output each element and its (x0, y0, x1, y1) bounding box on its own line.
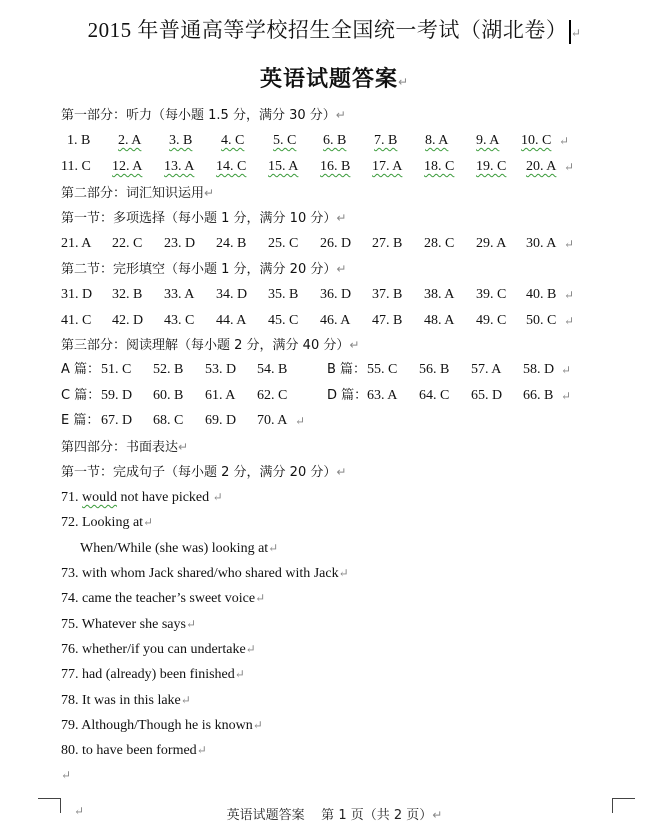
sentence-answer: 74. came the teacher’s sweet voice↵ (61, 591, 266, 606)
answer-item: 9. A (476, 133, 500, 148)
passage-label: D 篇： (327, 388, 368, 403)
answer-item: 62. C (257, 388, 288, 403)
paragraph-mark-icon: ↵ (397, 75, 410, 89)
document-subtitle: 英语试题答案↵ (259, 67, 410, 92)
answer-item: 50. C (526, 313, 557, 328)
answer-item: 65. D (471, 388, 503, 403)
answer-item: 35. B (268, 287, 299, 302)
answer-item: 68. C (153, 413, 184, 428)
answer-item: 69. D (205, 413, 237, 428)
paragraph-mark-icon: ↵ (559, 134, 570, 148)
answer-item: 45. C (268, 313, 299, 328)
answer-item: 23. D (164, 236, 196, 251)
answer-item: 27. B (372, 236, 403, 251)
sentence-answer: 79. Although/Though he is known↵ (61, 718, 263, 733)
section-heading-cloze: 第二节：完形填空（每小题 1 分，满分 20 分）↵ (61, 262, 347, 277)
answer-item: 57. A (471, 362, 502, 377)
section-heading-listening: 第一部分：听力（每小题 1.5 分，满分 30 分）↵ (61, 108, 346, 123)
sentence-answer: 72. Looking at↵ (61, 515, 154, 530)
answer-item: 64. C (419, 388, 450, 403)
paragraph-mark-icon: ↵ (561, 363, 572, 377)
answer-item: 55. C (367, 362, 398, 377)
passage-label: C 篇： (61, 388, 101, 403)
passage-label: B 篇： (327, 362, 367, 377)
sentence-answer: 78. It was in this lake↵ (61, 693, 191, 708)
answer-item: 25. C (268, 236, 299, 251)
answer-item: 29. A (476, 236, 507, 251)
answer-item: 63. A (367, 388, 398, 403)
answer-item: 39. C (476, 287, 507, 302)
empty-paragraph: ↵ (61, 768, 72, 782)
answer-item: 13. A (164, 159, 195, 174)
paragraph-mark-icon: ↵ (564, 237, 575, 251)
answer-item: 4. C (221, 133, 245, 148)
answer-item: 7. B (374, 133, 398, 148)
answer-item: 8. A (425, 133, 449, 148)
sentence-answer: When/While (she was) looking at↵ (80, 541, 279, 556)
answer-item: 10. C (521, 133, 552, 148)
answer-item: 21. A (61, 236, 92, 251)
answer-item: 34. D (216, 287, 248, 302)
section-heading-vocabulary: 第二部分：词汇知识运用↵ (61, 186, 215, 201)
answer-item: 3. B (169, 133, 193, 148)
answer-item: 38. A (424, 287, 455, 302)
answer-item: 12. A (112, 159, 143, 174)
paragraph-mark-icon: ↵ (564, 314, 575, 328)
answer-item: 31. D (61, 287, 93, 302)
paragraph-mark-icon: ↵ (564, 160, 575, 174)
answer-item: 49. C (476, 313, 507, 328)
answer-item: 54. B (257, 362, 288, 377)
section-heading-sentence-completion: 第一节：完成句子（每小题 2 分，满分 20 分）↵ (61, 465, 347, 480)
answer-item: 6. B (323, 133, 347, 148)
answer-item: 20. A (526, 159, 557, 174)
answer-item: 44. A (216, 313, 247, 328)
section-heading-reading: 第三部分：阅读理解（每小题 2 分，满分 40 分）↵ (61, 338, 360, 353)
sentence-answer: 75. Whatever she says↵ (61, 617, 196, 632)
answer-item: 51. C (101, 362, 132, 377)
answer-item: 60. B (153, 388, 184, 403)
answer-item: 2. A (118, 133, 142, 148)
answer-item: 1. B (67, 133, 91, 148)
answer-item: 61. A (205, 388, 236, 403)
answer-item: 22. C (112, 236, 143, 251)
document-title: 2015 年普通高等学校招生全国统一考试（湖北卷） ↵ (0, 14, 669, 44)
paragraph-mark-icon: ↵ (561, 389, 572, 403)
sentence-answer: 76. whether/if you can undertake↵ (61, 642, 256, 657)
paragraph-mark-icon: ↵ (74, 804, 85, 818)
answer-item: 33. A (164, 287, 195, 302)
answer-item: 58. D (523, 362, 555, 377)
answer-item: 48. A (424, 313, 455, 328)
section-heading-multiple-choice: 第一节：多项选择（每小题 1 分，满分 10 分）↵ (61, 211, 347, 226)
answer-item: 70. A (257, 413, 288, 428)
answer-item: 24. B (216, 236, 247, 251)
sentence-answer: 77. had (already) been finished↵ (61, 667, 245, 682)
answer-item: 67. D (101, 413, 133, 428)
answer-item: 40. B (526, 287, 557, 302)
passage-label: A 篇： (61, 362, 101, 377)
page-footer: 英语试题答案 第 1 页（共 2 页）↵ (226, 808, 443, 823)
answer-item: 26. D (320, 236, 352, 251)
answer-item: 41. C (61, 313, 92, 328)
answer-item: 66. B (523, 388, 554, 403)
answer-item: 18. C (424, 159, 455, 174)
paragraph-mark-icon: ↵ (570, 26, 582, 40)
answer-item: 42. D (112, 313, 144, 328)
paragraph-mark-icon: ↵ (295, 414, 306, 428)
answer-item: 30. A (526, 236, 557, 251)
answer-item: 46. A (320, 313, 351, 328)
answer-item: 16. B (320, 159, 351, 174)
answer-item: 52. B (153, 362, 184, 377)
section-heading-writing: 第四部分：书面表达↵ (61, 440, 189, 455)
sentence-answer: 73. with whom Jack shared/who shared with Jack↵ (61, 566, 349, 581)
answer-item: 28. C (424, 236, 455, 251)
answer-item: 17. A (372, 159, 403, 174)
answer-item: 15. A (268, 159, 299, 174)
answer-item: 43. C (164, 313, 195, 328)
answer-item: 14. C (216, 159, 247, 174)
answer-item: 32. B (112, 287, 143, 302)
answer-item: 37. B (372, 287, 403, 302)
answer-item: 53. D (205, 362, 237, 377)
passage-label: E 篇： (61, 413, 100, 428)
answer-item: 19. C (476, 159, 507, 174)
sentence-answer: 80. to have been formed↵ (61, 743, 207, 758)
paragraph-mark-icon: ↵ (564, 288, 575, 302)
answer-item: 56. B (419, 362, 450, 377)
answer-item: 36. D (320, 287, 352, 302)
answer-item: 5. C (273, 133, 297, 148)
answer-item: 59. D (101, 388, 133, 403)
answer-item: 11. C (61, 159, 91, 174)
sentence-answer: 71. would not have picked ↵ (61, 490, 223, 505)
answer-item: 47. B (372, 313, 403, 328)
